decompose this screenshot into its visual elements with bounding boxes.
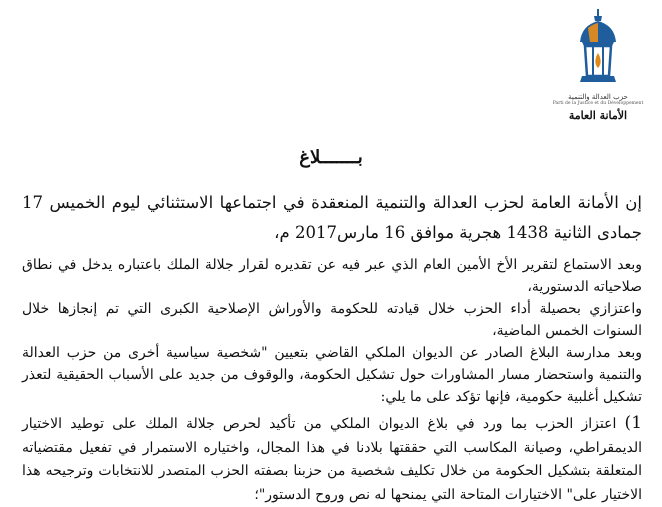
paragraph-communique: وبعد مدارسة البلاغ الصادر عن الديوان الملكي القاضي بتعيين "شخصية سياسية أخرى من حزب العدالة والتنمية واستحضار مسار المشاورات حول تشكيل الحكومة، والوقوف من جديد على الأسباب الحقيقية لتعذر تشكيل أغلبية حكومية، فإنها تؤكد على ما يلي: [22,345,642,405]
document-body [22,188,642,507]
paragraph-pride: واعتزازي بحصيلة أداء الحزب خلال قيادته للحكومة والأوراش الإصلاحية الكبرى التي تم إنجازها خلال السنوات الخمس الماضية، [22,301,642,339]
logo-party-name-fr: Parti de la Justice et du Développement [552,101,644,106]
list-item-number: 1) [624,413,643,433]
logo-party-name-ar: حزب العدالة والتنمية [568,93,628,101]
list-item [22,412,642,507]
intro-paragraph: إن الأمانة العامة لحزب العدالة والتنمية المنعقدة في اجتماعها الاستثنائي ليوم الخميس 17 جمادى الثانية 1438 هجرية موافق 16 مارس2017 م، [22,193,642,242]
list-item-text: اعتزاز الحزب بما ورد في بلاغ الديوان الملكي من تأكيد لحرص جلالة الملك على توطيد الاختيار الديمقراطي، وصيانة المكاسب التي حققتها بلادنا في هذا المجال، واختياره الاستمرار في تفعيل مقتضياته المتعلقة بتشكيل الحكومة من خلال تكليف شخصية من حزبنا بصفته الحزب المتصدر للانتخابات وترجيحه هذا الاختيار على" الاختيارات المتاحة التي يمنحها له نص وروح الدستور"؛ [22,416,642,503]
department-label: الأمانة العامة [568,109,628,122]
document-title: بـــــــلاغ [299,147,363,168]
paragraph-report: وبعد الاستماع لتقرير الأخ الأمين العام الذي عبر فيه عن تقديره لقرار جلالة الملك باعتباره يدخل في نطاق صلاحياته الدستورية، [22,257,642,295]
party-logo [548,6,648,107]
lantern-logo-icon [568,6,628,92]
